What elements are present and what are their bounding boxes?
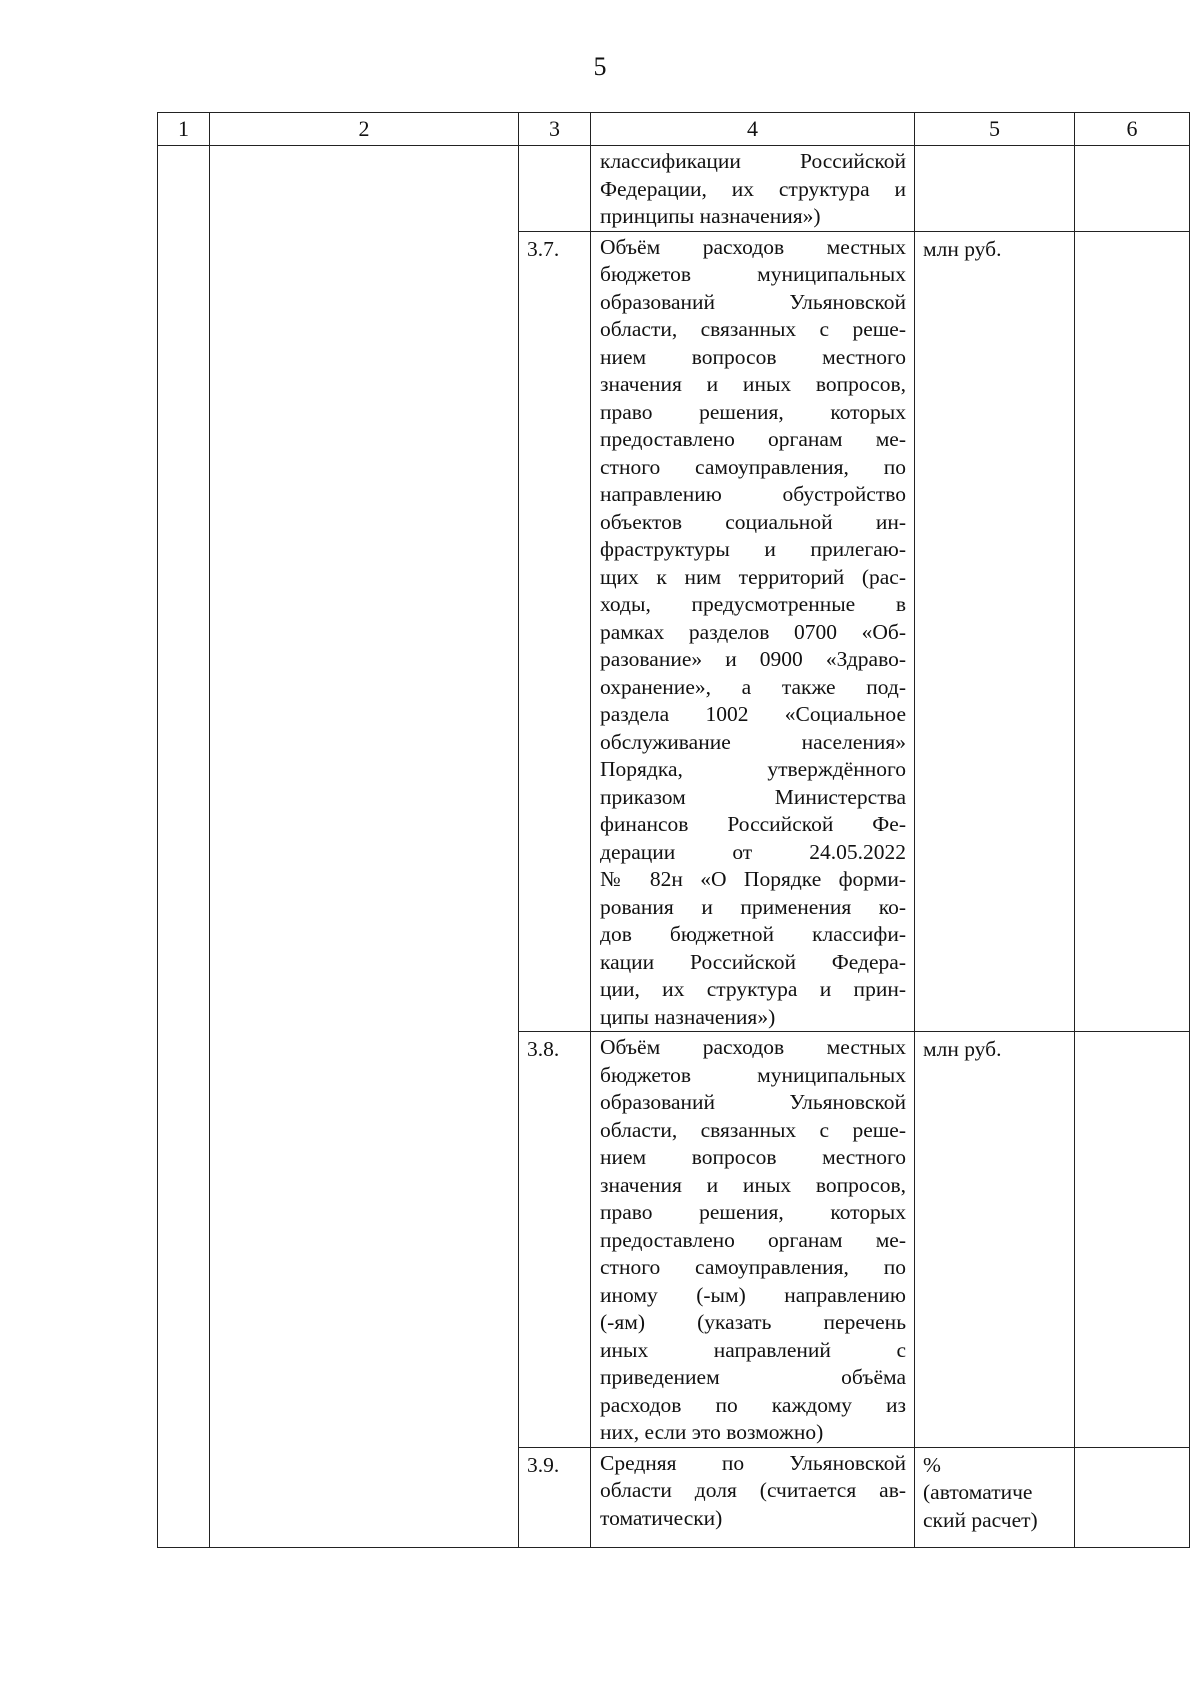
description-lines [600, 1450, 906, 1533]
text-line: ходы, предусмотренные в [600, 592, 906, 616]
continuation-lines [600, 148, 906, 231]
text-line: Федерации, их структура и [600, 176, 906, 201]
text-line: классификации Российской [600, 149, 906, 173]
cell-col2-blank [210, 146, 519, 1548]
text-line: приказом Министерства [600, 784, 906, 809]
text-line: области, связанных с реше- [600, 1117, 906, 1142]
text-line: стного самоуправления, по [600, 1255, 906, 1279]
text-line: Средняя по Ульяновской [600, 1450, 906, 1475]
cell-continuation-number [519, 146, 591, 232]
row-description [591, 231, 915, 1032]
row-number: 3.9. [519, 1447, 591, 1547]
text-line: объектов социальной ин- [600, 509, 906, 534]
description-lines [600, 234, 906, 1032]
table-header-row [158, 113, 1190, 146]
text-line: щих к ним территорий (рас- [600, 564, 906, 589]
page-number: 5 [593, 52, 607, 81]
text-line: % [923, 1452, 941, 1477]
row-unit: млн руб. [915, 1032, 1075, 1448]
text-line: принципы назначения») [600, 204, 821, 228]
text-line: нием вопросов местного [600, 1145, 906, 1169]
text-line: дерации от 24.05.2022 [600, 839, 906, 864]
row-value [1075, 231, 1190, 1032]
cell-continuation-description [591, 146, 915, 232]
text-line: направлению обустройство [600, 482, 906, 506]
text-line: бюджетов муниципальных [600, 1062, 906, 1087]
row-unit [915, 1447, 1075, 1547]
text-line: иных направлений с [600, 1337, 906, 1362]
text-line: значения и иных вопросов, [600, 1172, 906, 1197]
text-line: них, если это возможно) [600, 1420, 824, 1444]
text-line: № 82н «О Порядке форми- [600, 867, 906, 891]
table-row-continuation [158, 146, 1190, 232]
row-description [591, 1032, 915, 1448]
text-line: ципы назначения») [600, 1004, 776, 1029]
column-header-4: 4 [591, 113, 915, 146]
text-line: ции, их структура и прин- [600, 977, 906, 1001]
cell-continuation-value [1075, 146, 1190, 232]
text-line: Порядка, утверждённого [600, 757, 906, 781]
row-number: 3.7. [519, 231, 591, 1032]
text-line: рования и применения ко- [600, 894, 906, 919]
column-header-1: 1 [158, 113, 210, 146]
row-description [591, 1447, 915, 1547]
text-line: предоставлено органам ме- [600, 1227, 906, 1252]
text-line: расходов по каждому из [600, 1392, 906, 1417]
text-line: образований Ульяновской [600, 289, 906, 314]
column-header-3: 3 [519, 113, 591, 146]
row-number: 3.8. [519, 1032, 591, 1448]
row-value [1075, 1447, 1190, 1547]
text-line: рамках разделов 0700 «Об- [600, 619, 906, 644]
cell-col1-blank [158, 146, 210, 1548]
text-line: разование» и 0900 «Здраво- [600, 647, 906, 671]
text-line: значения и иных вопросов, [600, 372, 906, 396]
indicators-table [157, 112, 1190, 1548]
text-line: Объём расходов местных [600, 1035, 906, 1059]
column-header-5: 5 [915, 113, 1075, 146]
text-line: ский расчет) [923, 1507, 1038, 1532]
text-line: Объём расходов местных [600, 234, 906, 259]
text-line: право решения, которых [600, 1200, 906, 1224]
text-line: нием вопросов местного [600, 344, 906, 369]
text-line: (автоматиче [923, 1480, 1033, 1504]
text-line: дов бюджетной классифи- [600, 922, 906, 946]
text-line: иному (-ым) направлению [600, 1282, 906, 1307]
text-line: предоставлено органам ме- [600, 427, 906, 451]
description-lines [600, 1034, 906, 1447]
text-line: охранение», а также под- [600, 674, 906, 699]
row-value [1075, 1032, 1190, 1448]
text-line: приведением объёма [600, 1365, 906, 1389]
unit-lines [923, 1452, 1068, 1535]
text-line: кации Российской Федера- [600, 949, 906, 974]
column-header-6: 6 [1075, 113, 1190, 146]
text-line: образований Ульяновской [600, 1090, 906, 1114]
text-line: раздела 1002 «Социальное [600, 702, 906, 726]
text-line: (-ям) (указать перечень [600, 1310, 906, 1334]
cell-continuation-unit [915, 146, 1075, 232]
column-header-2: 2 [210, 113, 519, 146]
row-unit: млн руб. [915, 231, 1075, 1032]
text-line: фраструктуры и прилегаю- [600, 537, 906, 561]
text-line: области, связанных с реше- [600, 317, 906, 341]
text-line: бюджетов муниципальных [600, 262, 906, 286]
text-line: финансов Российской Фе- [600, 812, 906, 836]
text-line: обслуживание населения» [600, 729, 906, 754]
text-line: стного самоуправления, по [600, 454, 906, 479]
text-line: томатически) [600, 1505, 723, 1530]
text-line: области доля (считается ав- [600, 1478, 906, 1502]
text-line: право решения, которых [600, 399, 906, 424]
